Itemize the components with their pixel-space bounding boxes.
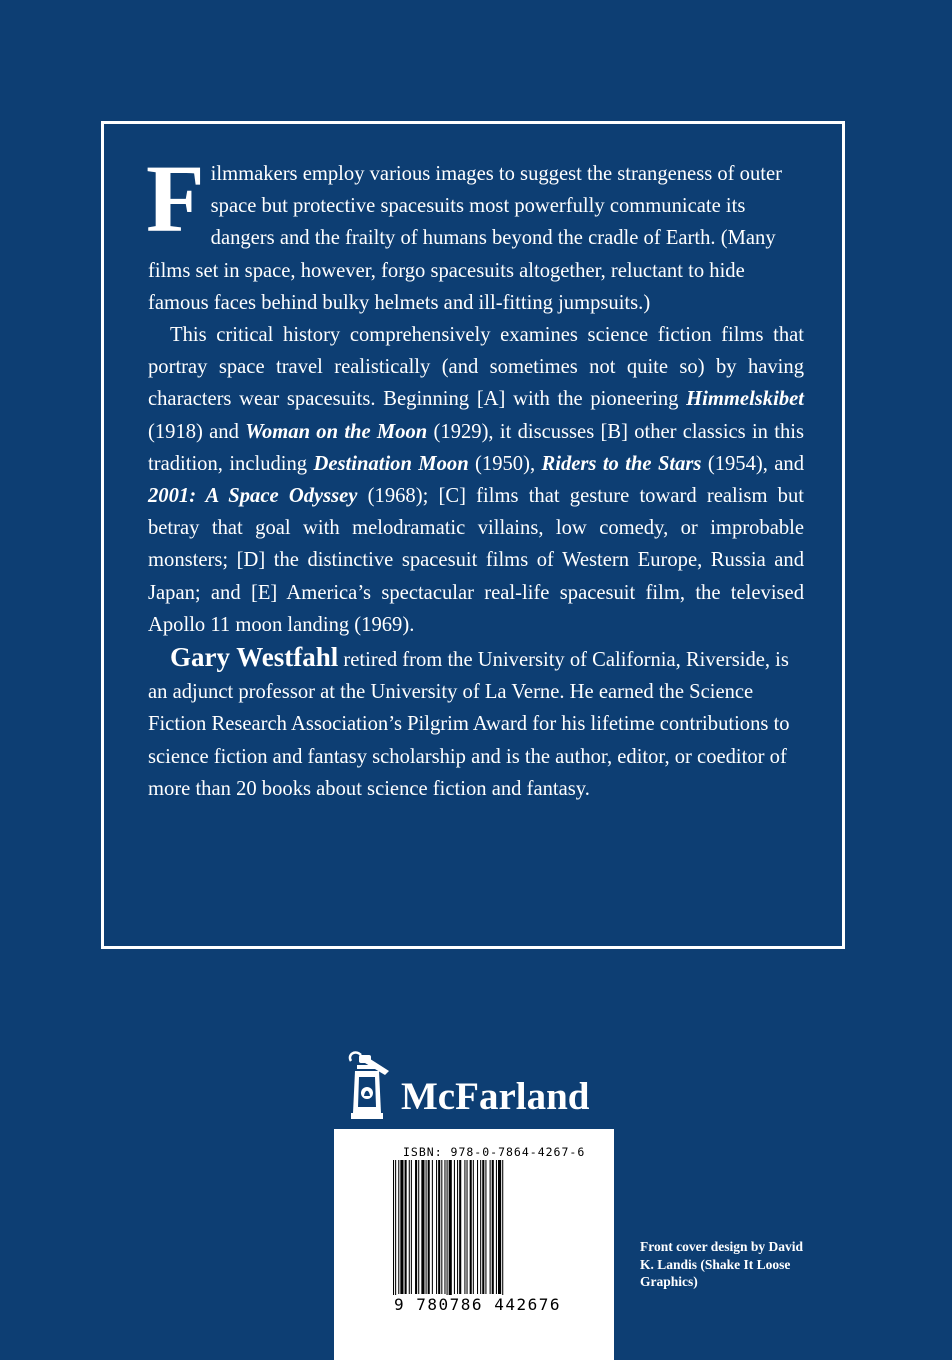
publisher-logo	[345, 1049, 605, 1124]
barcode-bar	[415, 1160, 417, 1294]
history-paragraph	[148, 319, 804, 641]
barcode-bar	[398, 1160, 399, 1294]
film-title: Riders to the Stars	[541, 452, 702, 475]
barcode-bar	[473, 1160, 474, 1294]
history-text: (1950),	[468, 452, 542, 475]
barcode-bar	[490, 1160, 491, 1294]
barcode-bar	[457, 1160, 458, 1294]
barcode-bar	[459, 1160, 461, 1294]
barcode-bar	[447, 1160, 448, 1308]
history-text: This critical history comprehensively examines science fiction films that portray space travel realistically (and sometimes not quite so) by having characters wear spacesuits. Beginning [A] with the pioneering	[148, 324, 804, 411]
publisher-name: McFarland	[401, 1075, 590, 1118]
barcode-bar	[426, 1160, 427, 1294]
film-title: Himmelskibet	[686, 388, 804, 411]
barcode-bar	[485, 1160, 486, 1294]
cover-credit: Front cover design by David K. Landis (Shake It Loose Graphics)	[640, 1239, 804, 1289]
barcode-bar	[477, 1160, 478, 1294]
description-frame	[101, 121, 845, 949]
barcode-bar	[432, 1160, 433, 1294]
film-title: Destination Moon	[313, 452, 469, 475]
barcode-bar	[470, 1160, 472, 1294]
barcode-bars	[393, 1160, 543, 1310]
barcode-bar	[480, 1160, 481, 1294]
lantern-icon	[345, 1049, 397, 1121]
barcode-bar	[467, 1160, 468, 1294]
history-text: (1918) and	[148, 420, 246, 443]
drop-cap: F	[146, 145, 205, 252]
history-text: (1954), and	[701, 452, 805, 475]
barcode-bar	[482, 1160, 484, 1294]
barcode-bar	[454, 1160, 455, 1294]
barcode-bar	[496, 1160, 497, 1294]
barcode-bar	[395, 1160, 396, 1308]
barcode-bar	[464, 1160, 465, 1294]
barcode-bar	[421, 1160, 424, 1294]
barcode-bar	[405, 1160, 407, 1294]
intro-text: ilmmakers employ various images to suggest the strangeness of outer space but protective spacesuits most powerfully communicate its dangers and the frailty of humans beyond the cradle of Earth. (Many films set in space, however, forgo spacesuits altogether, reluctant to hide famous faces behind bulky helmets and ill-fitting jumpsuits.)	[148, 163, 782, 314]
barcode-bar	[498, 1160, 501, 1294]
barcode-bar	[409, 1160, 410, 1294]
barcode-bar	[449, 1160, 452, 1308]
barcode-bar	[428, 1160, 430, 1294]
barcode-label	[334, 1129, 614, 1360]
barcode-digits: 9 780786 442676	[392, 1295, 564, 1314]
barcode-bar	[492, 1160, 494, 1294]
isbn-text: ISBN: 978-0-7864-4267-6	[403, 1145, 586, 1159]
barcode-bar	[411, 1160, 412, 1294]
barcode-bar	[393, 1160, 394, 1308]
author-bio: retired from the University of California, Riverside, is an adjunct professor at the University of La Verne. He earned the Science Fiction Research Association’s Pilgrim Award for his lifetime contributions to science fiction and fantasy scholarship and is the author, editor, or coeditor of more than 20 books about science fiction and fantasy.	[148, 649, 790, 800]
barcode-bar	[436, 1160, 437, 1294]
barcode-bar	[400, 1160, 403, 1294]
intro-paragraph	[146, 145, 804, 319]
author-paragraph	[148, 641, 804, 805]
film-title: Woman on the Moon	[245, 420, 428, 443]
film-title: 2001: A Space Odyssey	[148, 485, 358, 508]
history-text: (1929), it discusses [B] other classics in this tradition, including	[148, 420, 804, 475]
barcode-bar	[438, 1160, 440, 1294]
description-text	[146, 145, 805, 805]
barcode-bar	[444, 1160, 445, 1294]
barcode-bar	[418, 1160, 419, 1294]
history-text: (1968); [C] films that gesture toward realism but betray that goal with melodramatic villains, low comedy, or improbable monsters; [D] the distinctive spacesuit films of Western Europe, Russia and Japan; and [E] America’s spectacular real-life spacesuit film, the televised Apollo 11 moon landing (1969).	[148, 485, 804, 636]
barcode-bar	[502, 1160, 503, 1308]
author-name: Gary Westfahl	[170, 642, 339, 673]
barcode-bar	[441, 1160, 442, 1294]
